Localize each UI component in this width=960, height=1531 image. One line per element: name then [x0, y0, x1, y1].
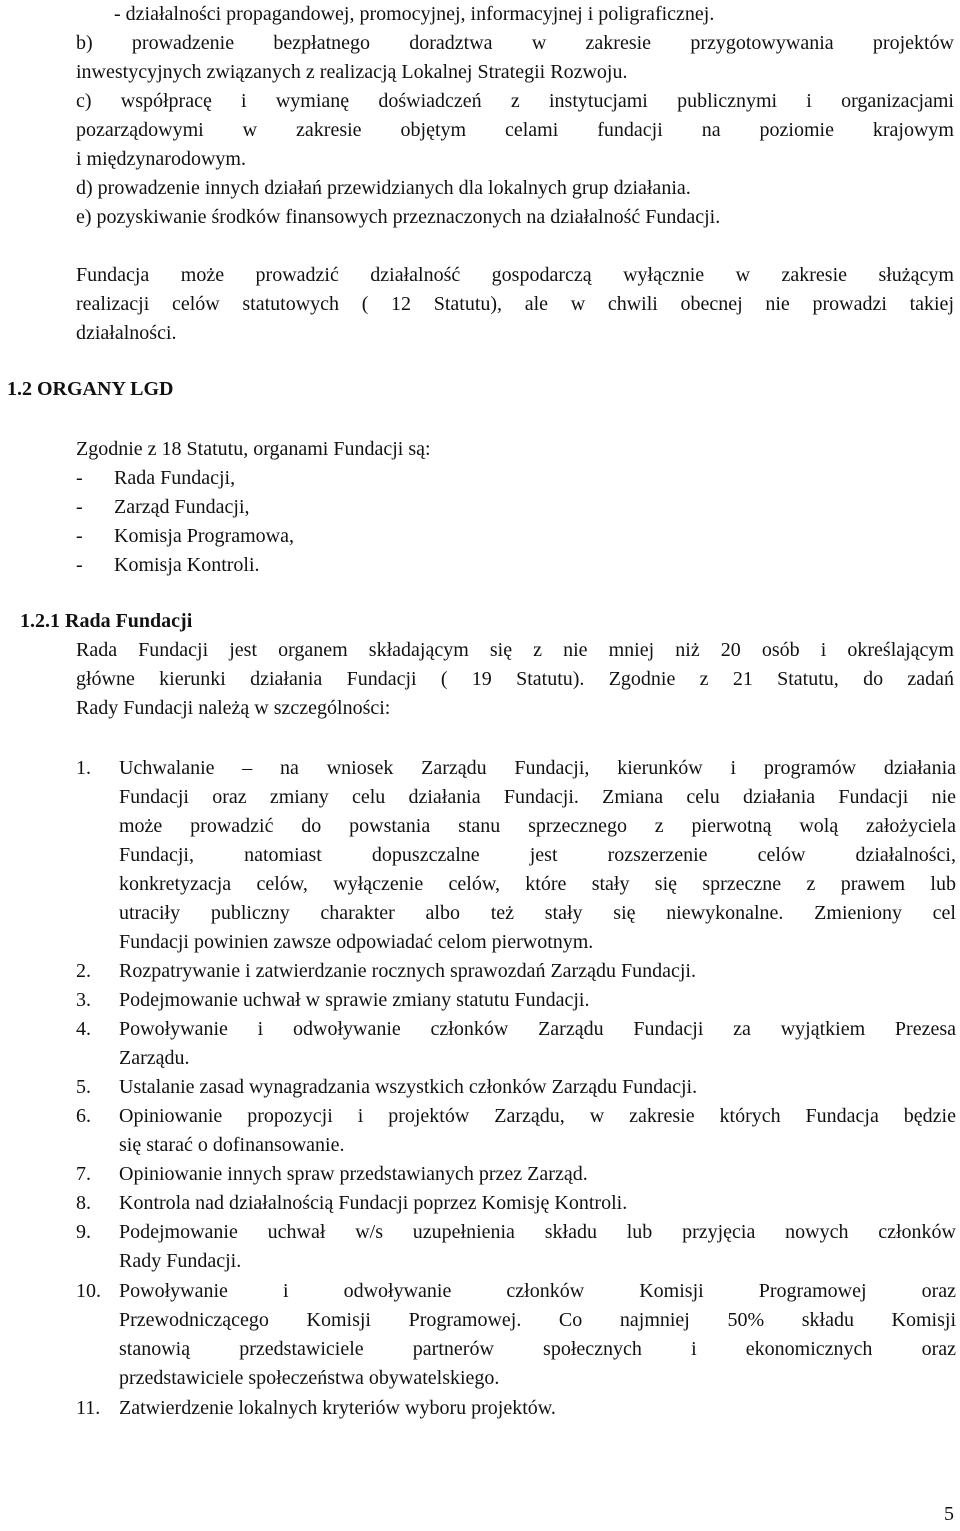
text-line: stanowią przedstawiciele partnerów społecznych i ekonomicznych oraz — [119, 1338, 956, 1360]
text-line: e) pozyskiwanie środków finansowych przeznaczonych na działalność Fundacji. — [76, 206, 721, 228]
organs-intro: Zgodnie z 18 Statutu, organami Fundacji są: — [76, 438, 431, 460]
subsection-heading — [20, 607, 192, 636]
duty-number: 8. — [76, 1192, 91, 1214]
text-line: Fundacji oraz zmiany celu działania Fundacji. Zmiana celu działania Fundacji nie — [119, 786, 956, 808]
duty-item-7 — [76, 1160, 956, 1189]
duty-number: 6. — [76, 1105, 91, 1127]
text-line: Opiniowanie innych spraw przedstawianych przez Zarząd. — [119, 1163, 588, 1185]
text-line: przedstawiciele społeczeństwa obywatelskiego. — [119, 1367, 500, 1389]
text-line: Zarządu. — [119, 1047, 190, 1069]
subsection-number: 1.2.1 — [20, 610, 60, 632]
text-line: Rady Fundacji. — [119, 1250, 242, 1272]
duty-number: 9. — [76, 1221, 91, 1243]
text-line: się starać o dofinansowanie. — [119, 1134, 345, 1156]
text-line: Uchwalanie – na wniosek Zarządu Fundacji, kierunków i programów działania — [119, 757, 956, 779]
text-line: inwestycyjnych związanych z realizacją Lokalnej Strategii Rozwoju. — [76, 61, 628, 83]
subsection-title: Rada Fundacji — [65, 610, 193, 632]
text-line: c) współpracę i wymianę doświadczeń z instytucjami publicznymi i organizacjami — [76, 90, 954, 112]
economic-activity-paragraph — [76, 261, 954, 348]
text-line: - działalności propagandowej, promocyjnej, informacyjnej i poligraficznej. — [114, 3, 715, 25]
duty-number: 11. — [76, 1397, 101, 1419]
text-line: konkretyzacja celów, wyłączenie celów, które stały się sprzeczne z prawem lub — [119, 873, 956, 895]
text-line: Fundacji powinien zawsze odpowiadać celom pierwotnym. — [119, 931, 594, 953]
text-line: działalności. — [76, 322, 177, 344]
text-line: Opiniowanie propozycji i projektów Zarządu, w zakresie których Fundacja będzie — [119, 1105, 956, 1127]
text-line: pozarządowymi w zakresie objętym celami fundacji na poziomie krajowym — [76, 119, 954, 141]
duty-number: 4. — [76, 1018, 91, 1040]
duty-item-10 — [76, 1277, 956, 1393]
organs-list-item: - Zarząd Fundacji, — [76, 496, 250, 518]
text-line: Ustalanie zasad wynagradzania wszystkich członków Zarządu Fundacji. — [119, 1076, 698, 1098]
text-line: Powoływanie i odwoływanie członków Zarządu Fundacji za wyjątkiem Prezesa — [119, 1018, 956, 1040]
text-line: Zatwierdzenie lokalnych kryteriów wyboru projektów. — [119, 1397, 556, 1419]
council-intro-paragraph — [76, 636, 954, 723]
organs-list-item: - Komisja Kontroli. — [76, 554, 260, 576]
text-line: główne kierunki działania Fundacji ( 19 Statutu). Zgodnie z 21 Statutu, do zadań — [76, 668, 954, 690]
text-line: może prowadzić do powstania stanu sprzecznego z pierwotną wolą założyciela — [119, 815, 956, 837]
duty-item-6 — [76, 1102, 956, 1160]
text-line: Powoływanie i odwoływanie członków Komisji Programowej oraz — [119, 1280, 956, 1302]
duty-number: 2. — [76, 960, 91, 982]
text-line: b) prowadzenie bezpłatnego doradztwa w zakresie przygotowywania projektów — [76, 32, 954, 54]
duty-item-4 — [76, 1015, 956, 1073]
text-line: Podejmowanie uchwał w/s uzupełnienia składu lub przyjęcia nowych członków — [119, 1221, 956, 1243]
text-line: Rozpatrywanie i zatwierdzanie rocznych sprawozdań Zarządu Fundacji. — [119, 960, 696, 982]
section-heading: 1.2 ORGANY LGD — [7, 378, 174, 400]
organs-list-item: - Rada Fundacji, — [76, 467, 236, 489]
text-line: i międzynarodowym. — [76, 148, 246, 170]
duty-item-5 — [76, 1073, 956, 1102]
text-line: Rady Fundacji należą w szczególności: — [76, 697, 391, 719]
duty-number: 3. — [76, 989, 91, 1011]
duty-number: 5. — [76, 1076, 91, 1098]
text-line: Przewodniczącego Komisji Programowej. Co najmniej 50% składu Komisji — [119, 1309, 956, 1331]
duty-number: 1. — [76, 757, 91, 779]
page-number: 5 — [944, 1503, 954, 1525]
duty-item-3 — [76, 986, 956, 1015]
text-line: d) prowadzenie innych działań przewidzianych dla lokalnych grup działania. — [76, 177, 691, 199]
text-line: Fundacji, natomiast dopuszczalne jest rozszerzenie celów działalności, — [119, 844, 956, 866]
duty-item-11 — [76, 1394, 956, 1423]
text-line: Rada Fundacji jest organem składającym się z nie mniej niż 20 osób i określającym — [76, 639, 954, 661]
top-list — [76, 0, 954, 232]
text-line: Kontrola nad działalnością Fundacji poprzez Komisję Kontroli. — [119, 1192, 628, 1214]
text-line: Fundacja może prowadzić działalność gospodarczą wyłącznie w zakresie służącym — [76, 264, 954, 286]
organs-list-item: - Komisja Programowa, — [76, 525, 294, 547]
duty-item-9 — [76, 1218, 956, 1276]
text-line: utraciły publiczny charakter albo też stały się niewykonalne. Zmieniony cel — [119, 902, 956, 924]
text-line: Podejmowanie uchwał w sprawie zmiany statutu Fundacji. — [119, 989, 590, 1011]
duty-number: 10. — [76, 1280, 101, 1302]
duty-item-1 — [76, 754, 956, 957]
duty-item-2 — [76, 957, 956, 986]
text-line: realizacji celów statutowych ( 12 Statutu), ale w chwili obecnej nie prowadzi takiej — [76, 293, 954, 315]
duty-number: 7. — [76, 1163, 91, 1185]
organs-block — [76, 435, 954, 580]
duty-item-8 — [76, 1189, 956, 1218]
